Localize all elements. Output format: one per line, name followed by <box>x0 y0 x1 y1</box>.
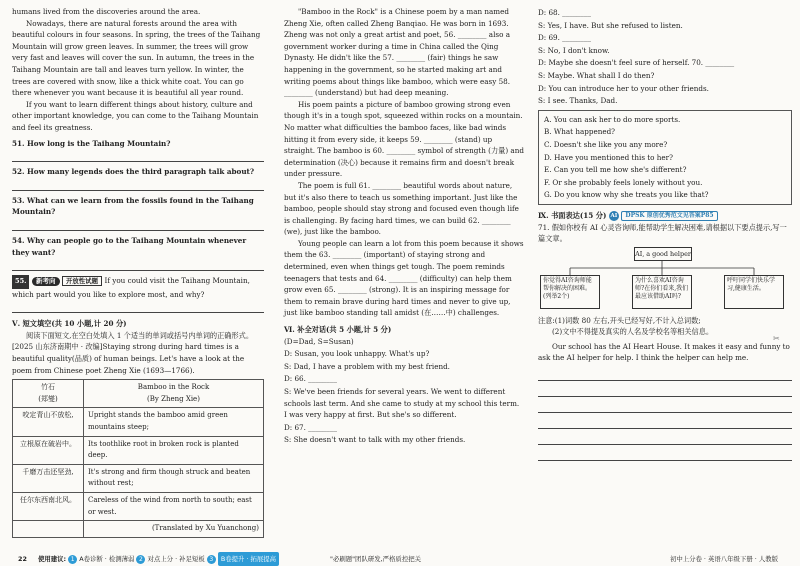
writing-note: 注意:(1)词数 80 左右,开头已经写好,不计入总词数; <box>538 315 701 325</box>
question-51: 51. How long is the Taihang Mountain? <box>12 138 171 148</box>
section-instructions: 阅读下面短文,在空白处填入 1 个适当的单词或括号内单词的正确形式。 <box>26 330 254 340</box>
open-question-tag: 开放性试题 <box>62 276 102 286</box>
passage-source: [2025 山东济南期中 · 改编]Staying strong during hard times is a beautiful quality(品质) of human beings. Let's have a look at the poem from Chinese poet Zheng Xie (1693—1766). <box>12 342 245 375</box>
reading-paragraph: If you want to learn different things about history, culture and other important knowledge, you can come to the Taihang Mountain and feel its greatness. <box>12 99 259 132</box>
writing-line[interactable] <box>538 368 792 381</box>
poem-en-line: Its toothlike root in broken rock is planted deep. <box>84 436 264 464</box>
cloze-paragraph: His poem paints a picture of bamboo growing strong even though it's in a tough spot, squeezed within rocks on a mountain. No matter what difficulties the bamboo faces, like bad winds hitting it from every side, it keeps 59. ________ (stand) up straight. The bamboo is 60. ________ symbol of strength (力量) and determination (决心) because it remains firm and doesn't break under pressure. <box>284 99 524 179</box>
dialog-line: S: We've been friends for several years. We went to different schools last term. And she came to study at my school this term. I was very happy at first. But she's so different. <box>284 387 520 420</box>
question-55 <box>12 275 264 300</box>
diagram-title: AI, a good helper <box>634 247 692 261</box>
section-title: Ⅸ. 书面表达(15 分) <box>538 210 607 220</box>
poem-en-header <box>84 380 264 408</box>
dialog-line: D: You can introduce her to your other friends. <box>538 83 709 93</box>
answer-line-54[interactable] <box>12 259 264 271</box>
footer-usage <box>38 552 279 566</box>
dpsk-logo-icon: AI <box>610 212 618 219</box>
step-number: 2 <box>136 555 145 564</box>
poem-zh-line: 立根原在破岩中。 <box>13 436 84 464</box>
cloze-paragraph: "Bamboo in the Rock" is a Chinese poem by a man named Zheng Xie, often called Zheng Banqiao. He was born in 1693. Zheng was not only a great artist and poet, 56. ________ also a government worker during a time in China called the Qing Dynasty. He didn't like the 57. ________ (fair) things he saw happening in the government, so he started making art and writing poems about things like bamboo, which were easy 58. ________ (understand) but had deep meaning. <box>284 7 511 98</box>
writing-line[interactable] <box>538 416 792 429</box>
page-footer <box>0 552 800 566</box>
writing-line[interactable] <box>538 384 792 397</box>
dialog-line: S: Yes, I have. But she refused to listen. <box>538 20 683 30</box>
question-55-text: If you could visit the Taihang Mountain, which part would you like to explore most, and why? <box>12 276 250 299</box>
dialog-line: D: 69. ________ <box>538 33 591 43</box>
question-52: 52. How many legends does the third paragraph talk about? <box>12 167 255 177</box>
dialog-line: D: 68. ________ <box>538 8 591 17</box>
poem-en-author: (By Zheng Xie) <box>147 394 200 403</box>
poem-en-title: Bamboo in the Rock <box>137 383 210 392</box>
writing-area[interactable] <box>538 368 792 461</box>
option-item: C. Doesn't she like you any more? <box>544 139 668 149</box>
dialog-block <box>538 7 792 107</box>
poem-zh-line: 咬定青山不放松, <box>13 408 84 436</box>
poem-zh-line: 千磨万击还坚劲, <box>13 464 84 492</box>
writing-line[interactable] <box>538 400 792 413</box>
question-number: 55. <box>12 275 29 289</box>
answer-line-55[interactable] <box>12 301 264 313</box>
question-53: 53. What can we learn from the fossils found in the Taihang Mountain? <box>12 195 254 217</box>
option-item: D. Have you mentioned this to her? <box>544 152 673 162</box>
dialog-line: S: Dad, I have a problem with my best friend. <box>284 361 450 371</box>
poem-en-line: Upright stands the bamboo amid green mountains steep; <box>84 408 264 436</box>
cloze-paragraph: Young people can learn a lot from this poem because it shows them the 63. ________ (important) of staying strong and determined, even when things get tough. The poem reminds teenagers that tests and 64. ________ (difficulty) can help them grow even 65. ________ (strong). It is an inspiring message for them to remain brave during hard times and never to give up, just like bamboo standing tall amidst (在……中) challenges. <box>284 238 524 318</box>
cloze-paragraph: The poem is full 61. ________ beautiful words about nature, but it's also there to teach us something important. Just like the bamboo, people should stay strong and focused even though life is challenging. By facing hard times, we can build 62. ________ (we), just like the bamboo. <box>284 180 519 237</box>
right-column <box>538 6 792 464</box>
middle-column <box>284 6 524 447</box>
outline-diagram <box>538 247 792 313</box>
step-number: 1 <box>68 555 77 564</box>
options-box <box>538 110 792 205</box>
answer-line-52[interactable] <box>12 179 264 191</box>
footer-slogan: "必刷题"团队研发,严格质控把关 <box>330 555 421 563</box>
step-text: 对点上分 · 补足短板 <box>147 555 205 563</box>
section-heading-vi: Ⅵ. 补全对话(共 5 小题,计 5 分) <box>284 325 392 335</box>
reading-paragraph: humans lived from the discoveries around the area. <box>12 7 201 16</box>
dialog-line: S: I see. Thanks, Dad. <box>538 96 618 106</box>
poem-zh-title: 竹石 <box>41 383 55 392</box>
poem-translator: (Translated by Xu Yuanchong) <box>84 521 264 538</box>
poem-zh-header <box>13 380 84 408</box>
poem-zh-author: (郑燮) <box>38 394 58 403</box>
page-number: 22 <box>18 555 27 563</box>
dialog-line: S: She doesn't want to talk with my other friends. <box>284 435 466 445</box>
dialog-line: D: Susan, you look unhappy. What's up? <box>284 349 430 359</box>
dialog-roles: (D=Dad, S=Susan) <box>284 336 354 346</box>
footer-book-title: 初中上分卷 · 英语八年级下册 · 人教版 <box>669 555 778 563</box>
option-item: A. You can ask her to do more sports. <box>544 114 681 124</box>
poem-empty-cell <box>13 521 84 538</box>
left-column <box>12 6 264 538</box>
writing-line[interactable] <box>538 448 792 461</box>
poem-en-line: Careless of the wind from north to south; east or west. <box>84 493 264 521</box>
question-71: 71. 假如你校有 AI 心灵咨询师,能帮助学生解决困难,请根据以下要点提示,写一篇文章。 <box>538 222 787 244</box>
dialog-line: S: Maybe. What shall I do then? <box>538 70 655 80</box>
option-item: E. Can you tell me how she's different? <box>544 165 687 175</box>
section-heading-ix <box>538 210 792 222</box>
poem-zh-line: 任尔东西南北风。 <box>13 493 84 521</box>
dpsk-note: DPSK 原创优秀范文见答案P85 <box>621 211 717 221</box>
footer-usage-label: 使用建议: <box>38 555 67 563</box>
answer-line-53[interactable] <box>12 219 264 231</box>
dialog-block <box>284 348 524 446</box>
reading-paragraph: Nowadays, there are natural forests around the area with beautiful colours in four seasons. In spring, the trees of the Taihang Mountain will grow green leaves. In summer, the trees will grow very fast and leaves will cover the sun. In autumn, the trees in the Taihang Mountain are tall and leaves turn yellow. In winter, the trees are covered with snow, like a thick white coat. You can go there whenever you want because it is beautiful all year round. <box>12 18 261 98</box>
writing-note: (2)文中不得提及真实的人名及学校名等相关信息。 <box>552 327 714 337</box>
poem-table <box>12 379 264 538</box>
step-chip: B卷提升 · 拓展提高 <box>218 552 279 566</box>
step-number: 3 <box>207 555 216 564</box>
section-heading-v: Ⅴ. 短文填空(共 10 小题,计 20 分) <box>12 319 127 329</box>
dialog-line: D: Maybe she doesn't feel sure of herself. 70. ________ <box>538 58 735 68</box>
option-item: F. Or she probably feels lonely without you. <box>544 177 703 187</box>
option-item: G. Do you know why she treats you like that? <box>544 190 709 200</box>
question-54: 54. Why can people go to the Taihang Mountain whenever they want? <box>12 235 247 257</box>
writing-line[interactable] <box>538 432 792 445</box>
answer-line-51[interactable] <box>12 150 264 162</box>
option-item: B. What happened? <box>544 127 616 137</box>
dialog-line: D: 66. ________ <box>284 374 337 384</box>
diagram-box-appeal: 呼吁同学们快乐学习,健康生活。 <box>724 275 784 309</box>
new-trend-badge: 新考向 <box>32 277 60 286</box>
dialog-line: D: 67. ________ <box>284 422 337 432</box>
poem-en-line: It's strong and firm though struck and beaten without rest; <box>84 464 264 492</box>
dialog-line: S: No, I don't know. <box>538 45 610 55</box>
writing-start: Our school has the AI Heart House. It makes it easy and funny to ask the AI helper for help. I think the helper can help me. <box>538 341 790 363</box>
step-text: A卷诊断 · 检测薄弱 <box>79 555 135 563</box>
diagram-box-difficulties: 你觉得AI咨询师能帮你解决的困难。(列举2个) <box>540 275 600 309</box>
diagram-box-reasons: 为什么喜欢AI咨询师?在你们看来,我们最应该借助AI吗? <box>632 275 692 309</box>
scissors-icon: ✂ <box>773 334 780 343</box>
